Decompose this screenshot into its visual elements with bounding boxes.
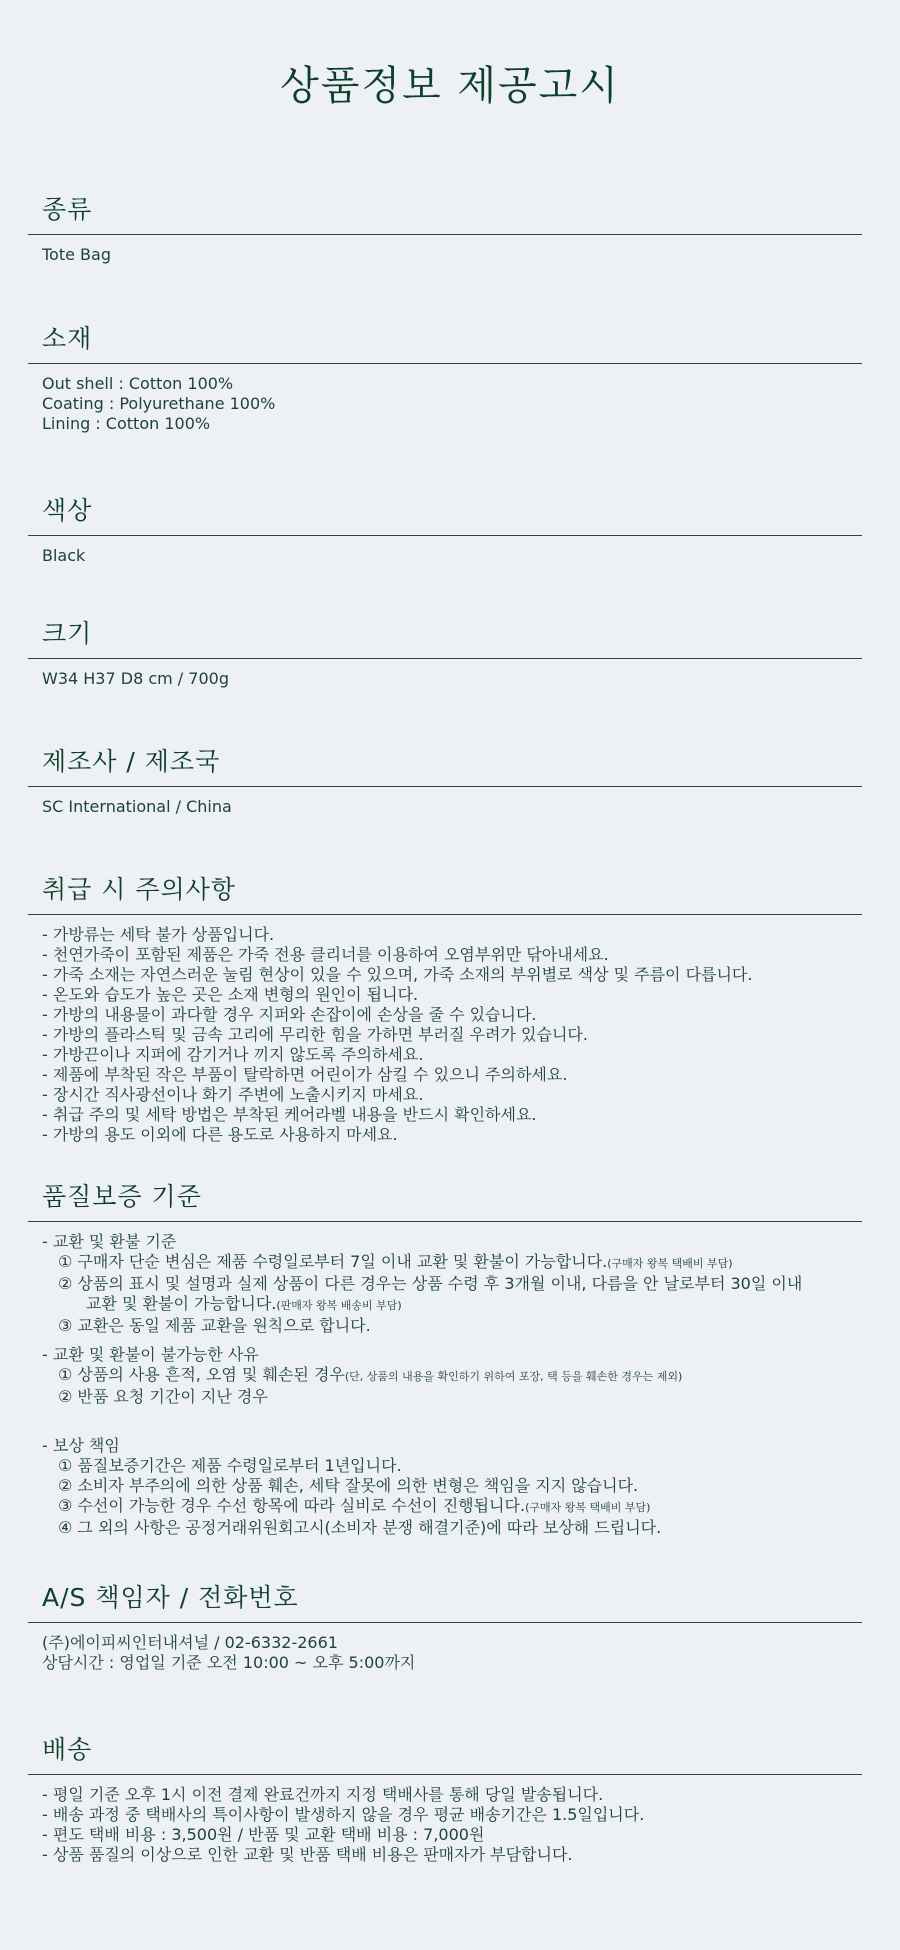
section-size [28,614,862,689]
no-exchange-group [42,1345,862,1407]
compensation-group [42,1436,862,1538]
section-type [28,190,862,265]
compensation-item-note: (구매자 왕복 택배비 부담) [525,1501,651,1514]
no-exchange-item: ② 반품 요청 기간이 지난 경우 [58,1387,268,1406]
section-heading: 배송 [28,1730,862,1775]
section-shipping [28,1730,862,1865]
maker-value: SC International / China [42,797,232,816]
exchange-group [42,1232,862,1336]
compensation-item: ① 품질보증기간은 제품 수령일로부터 1년입니다. [58,1456,402,1475]
exchange-item-cont [42,1294,862,1316]
section-heading: 소재 [28,319,862,364]
page-title: 상품정보 제공고시 [280,63,620,109]
section-heading: 색상 [28,491,862,536]
exchange-item-text: ① 구매자 단순 변심은 제품 수령일로부터 7일 이내 교환 및 환불이 가능합니다. [58,1252,608,1271]
care-line: - 가방의 플라스틱 및 금속 고리에 무리한 힘을 가하면 부러질 우려가 있습니다. [42,1025,588,1044]
color-value: Black [42,546,86,565]
section-heading: A/S 책임자 / 전화번호 [28,1578,862,1623]
compensation-title: - 보상 책임 [42,1436,120,1455]
compensation-item: ④ 그 외의 사항은 공정거래위원회고시(소비자 분쟁 해결기준)에 따라 보상해 드립니다. [58,1518,662,1537]
section-heading: 제조사 / 제조국 [28,742,862,787]
material-line: Lining : Cotton 100% [42,414,211,433]
shipping-line: - 배송 과정 중 택배사의 특이사항이 발생하지 않을 경우 평균 배송기간은 1.5일입니다. [42,1805,645,1824]
section-heading: 종류 [28,190,862,235]
section-quality [28,1177,862,1547]
size-value: W34 H37 D8 cm / 700g [42,669,229,688]
section-heading: 품질보증 기준 [28,1177,862,1222]
care-line: - 가방의 내용물이 과다할 경우 지퍼와 손잡이에 손상을 줄 수 있습니다. [42,1005,537,1024]
compensation-item: ② 소비자 부주의에 의한 상품 훼손, 세탁 잘못에 의한 변형은 책임을 지지 않습니다. [58,1476,639,1495]
as-hours: 상담시간 : 영업일 기준 오전 10:00 ~ 오후 5:00까지 [42,1653,416,1672]
no-exchange-title: - 교환 및 환불이 불가능한 사유 [42,1345,259,1364]
section-material [28,319,862,434]
no-exchange-item-text: ① 상품의 사용 흔적, 오염 및 훼손된 경우 [58,1365,345,1384]
care-line: - 제품에 부착된 작은 부품이 탈락하면 어린이가 삼킬 수 있으니 주의하세요. [42,1065,568,1084]
material-line: Out shell : Cotton 100% [42,374,234,393]
type-value: Tote Bag [42,245,111,264]
care-line: - 천연가죽이 포함된 제품은 가죽 전용 클리너를 이용하여 오염부위만 닦아내세요. [42,945,609,964]
section-as [28,1578,862,1673]
compensation-item [42,1496,862,1518]
no-exchange-item-note: (단, 상품의 내용을 확인하기 위하여 포장, 택 등을 훼손한 경우는 제외) [344,1370,683,1383]
care-line: - 가방류는 세탁 불가 상품입니다. [42,925,275,944]
shipping-line: - 상품 품질의 이상으로 인한 교환 및 반품 택배 비용은 판매자가 부담합니다. [42,1845,573,1864]
shipping-line: - 편도 택배 비용 : 3,500원 / 반품 및 교환 택배 비용 : 7,000원 [42,1825,485,1844]
care-line: - 가방의 용도 이외에 다른 용도로 사용하지 마세요. [42,1125,398,1144]
exchange-item: ③ 교환은 동일 제품 교환을 원칙으로 합니다. [58,1316,371,1335]
no-exchange-item [42,1365,862,1387]
exchange-item: ② 상품의 표시 및 설명과 실제 상품이 다른 경우는 상품 수령 후 3개월 이내, 다름을 안 날로부터 30일 이내 [58,1274,803,1293]
care-line: - 가방끈이나 지퍼에 감기거나 끼지 않도록 주의하세요. [42,1045,424,1064]
section-heading: 취급 시 주의사항 [28,870,862,915]
section-heading: 크기 [28,614,862,659]
as-contact: (주)에이피씨인터내셔널 / 02-6332-2661 [42,1633,338,1652]
exchange-item-note: (구매자 왕복 택배비 부담) [607,1257,733,1270]
care-line: - 가죽 소재는 자연스러운 눌림 현상이 있을 수 있으며, 가죽 소재의 부위별로 색상 및 주름이 다릅니다. [42,965,753,984]
section-color [28,491,862,566]
exchange-item-text: 교환 및 환불이 가능합니다. [86,1294,277,1313]
material-line: Coating : Polyurethane 100% [42,394,276,413]
compensation-item-text: ③ 수선이 가능한 경우 수선 항목에 따라 실비로 수선이 진행됩니다. [58,1496,526,1515]
section-maker [28,742,862,817]
exchange-item [42,1252,862,1274]
care-line: - 장시간 직사광선이나 화기 주변에 노출시키지 마세요. [42,1085,424,1104]
exchange-title: - 교환 및 환불 기준 [42,1232,177,1251]
care-line: - 온도와 습도가 높은 곳은 소재 변형의 원인이 됩니다. [42,985,419,1004]
section-care [28,870,862,1145]
care-line: - 취급 주의 및 세탁 방법은 부착된 케어라벨 내용을 반드시 확인하세요. [42,1105,537,1124]
exchange-item-note: (판매자 왕복 배송비 부담) [276,1299,402,1312]
shipping-line: - 평일 기준 오후 1시 이전 결제 완료건까지 지정 택배사를 통해 당일 발송됩니다. [42,1785,604,1804]
